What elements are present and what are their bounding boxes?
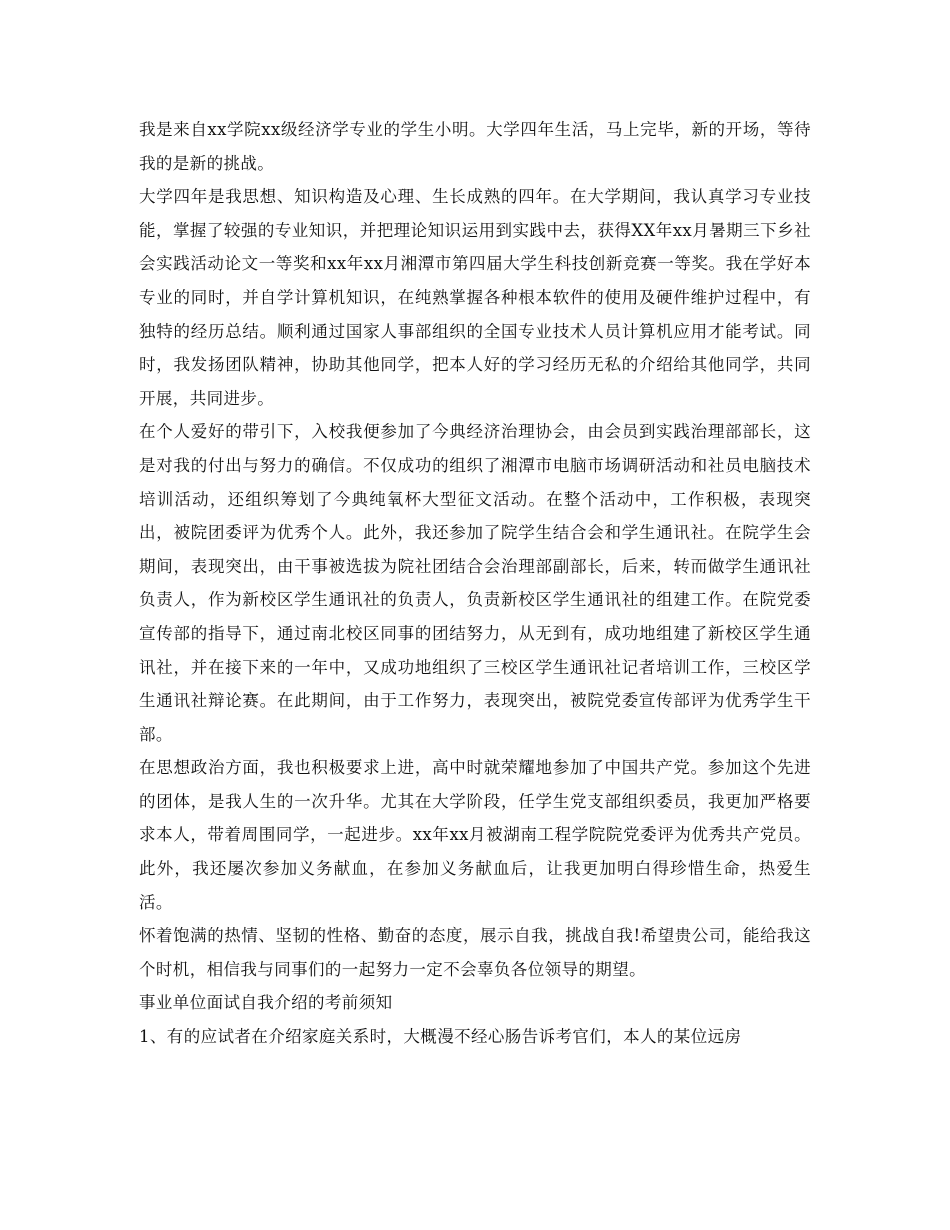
- paragraph-study: 大学四年是我思想、知识构造及心理、生长成熟的四年。在大学期间，我认真学习专业技能，掌握了较强的专业知识，并把理论知识运用到实践中去，获得XX年xx月暑期三下乡社会实践活动论文一等奖和xx年xx月湘潭市第四届大学生科技创新竞赛一等奖。我在学好本专业的同时，并自学计算机知识，在纯熟掌握各种根本软件的使用及硬件维护过程中，有独特的经历总结。顺利通过国家人事部组织的全国专业技术人员计算机应用才能考试。同时，我发扬团队精神，协助其他同学，把本人好的学习经历无私的介绍给其他同学，共同开展，共同进步。: [139, 187, 811, 408]
- paragraph-introduction: 我是来自xx学院xx级经济学专业的学生小明。大学四年生活，马上完毕，新的开场，等待我的是新的挑战。: [139, 120, 811, 173]
- document-body: [139, 113, 811, 1054]
- paragraph-activities: 在个人爱好的带引下，入校我便参加了今典经济治理协会，由会员到实践治理部部长，这是对我的付出与努力的确信。不仅成功的组织了湘潭市电脑市场调研活动和社员电脑技术培训活动，还组织筹划了今典纯氧杯大型征文活动。在整个活动中，工作积极，表现突出，被院团委评为优秀个人。此外，我还参加了院学生结合会和学生通讯社。在院学生会期间，表现突出，由干事被选拔为院社团结合会治理部副部长，后来，转而做学生通讯社负责人，作为新校区学生通讯社的负责人，负责新校区学生通讯社的组建工作。在院党委宣传部的指导下，通过南北校区同事的团结努力，从无到有，成功地组建了新校区学生通讯社，并在接下来的一年中，又成功地组织了三校区学生通讯社记者培训工作，三校区学生通讯社辩论赛。在此期间，由于工作努力，表现突出，被院党委宣传部评为优秀学生干部。: [139, 422, 811, 744]
- paragraph-closing: 怀着饱满的热情、坚韧的性格、勤奋的态度，展示自我，挑战自我!希望贵公司，能给我这个时机，相信我与同事们的一起努力一定不会辜负各位领导的期望。: [139, 926, 811, 979]
- paragraph-politics: 在思想政治方面，我也积极要求上进，高中时就荣耀地参加了中国共产党。参加这个先进的团体，是我人生的一次升华。尤其在大学阶段，任学生党支部组织委员，我更加严格要求本人，带着周围同学，一起进步。xx年xx月被湖南工程学院院党委评为优秀共产党员。此外，我还屡次参加义务献血，在参加义务献血后，让我更加明白得珍惜生命，热爱生活。: [139, 758, 811, 912]
- section-heading: 事业单位面试自我介绍的考前须知: [139, 993, 393, 1013]
- paragraph-note-1: 1、有的应试者在介绍家庭关系时，大概漫不经心肠告诉考官们，本人的某位远房: [139, 1027, 742, 1047]
